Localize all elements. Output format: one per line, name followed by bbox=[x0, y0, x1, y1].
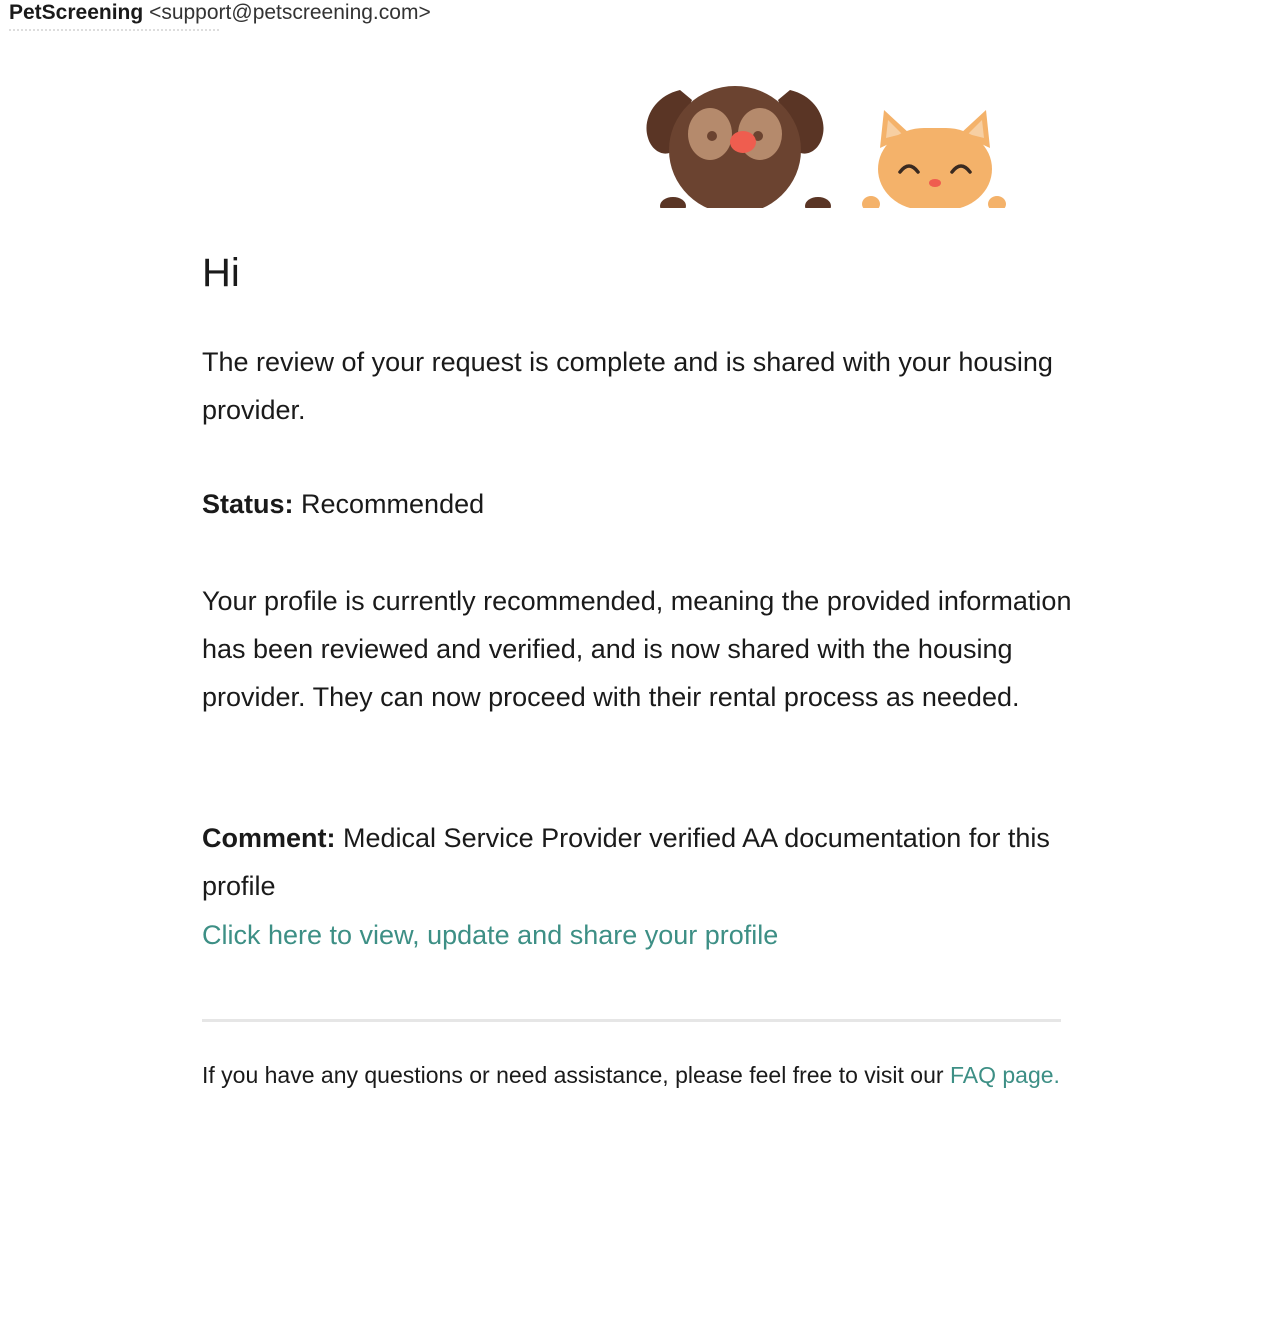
explanation-text: Your profile is currently recommended, meaning the provided information has been reviewed and verified, and is now shared with the housing provider. They can now proceed with their rental process as needed. bbox=[202, 586, 1072, 712]
sender-name: PetScreening bbox=[9, 1, 144, 24]
mascot-banner bbox=[640, 78, 1020, 212]
redacted-line bbox=[9, 29, 219, 34]
status-value: Recommended bbox=[301, 489, 485, 519]
mascot-illustration bbox=[640, 78, 1020, 212]
comment-line bbox=[202, 814, 1072, 910]
view-profile-link[interactable]: Click here to view, update and share your profile bbox=[202, 920, 779, 950]
comment-value: Medical Service Provider verified AA documentation for this profile bbox=[202, 823, 1050, 901]
sender-email[interactable]: <support@petscreening.com> bbox=[149, 1, 431, 24]
status-label: Status: bbox=[202, 489, 294, 519]
greeting: Hi bbox=[202, 251, 240, 295]
dog-mascot-icon bbox=[646, 86, 831, 212]
cat-mascot-icon bbox=[862, 110, 1006, 212]
footer-message: If you have any questions or need assistance, please feel free to visit our bbox=[202, 1062, 944, 1088]
status-line bbox=[202, 480, 1072, 528]
divider bbox=[202, 1019, 1061, 1022]
footer-text bbox=[202, 1058, 1067, 1092]
email-sender bbox=[9, 0, 431, 26]
intro-text: The review of your request is complete and is shared with your housing provider. bbox=[202, 347, 1053, 425]
faq-link[interactable]: FAQ page. bbox=[949, 1062, 1060, 1088]
comment-label: Comment: bbox=[202, 823, 336, 853]
